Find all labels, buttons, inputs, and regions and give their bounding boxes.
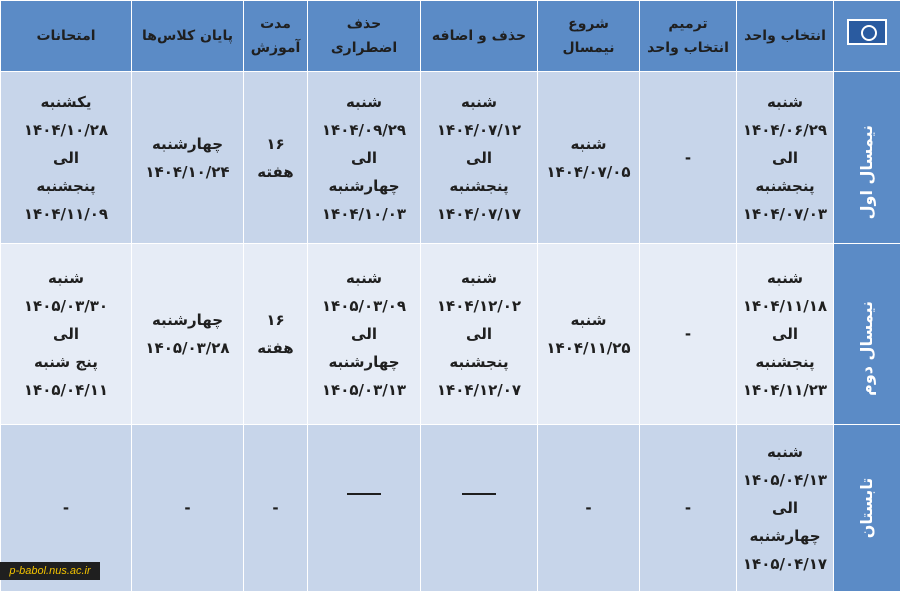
row-label-summer: تابستان bbox=[834, 425, 900, 592]
cell-exams: شنبه ۱۴۰۵/۰۳/۳۰ الی پنج شنبه ۱۴۰۵/۰۴/۱۱ bbox=[1, 244, 132, 425]
long-dash bbox=[462, 493, 496, 523]
cell-add-drop: شنبه ۱۴۰۴/۰۷/۱۲ الی پنجشنبه ۱۴۰۴/۰۷/۱۷ bbox=[421, 72, 538, 244]
row-second-semester bbox=[1, 244, 900, 425]
header-add-drop: حذف و اضافه bbox=[421, 1, 538, 72]
cell-semester-start: - bbox=[538, 425, 640, 592]
cell-emergency-drop bbox=[308, 425, 421, 592]
logo-cell bbox=[834, 1, 900, 72]
row-summer bbox=[1, 425, 900, 592]
long-dash bbox=[347, 493, 381, 523]
cell-classes-end: چهارشنبه ۱۴۰۵/۰۳/۲۸ bbox=[132, 244, 244, 425]
row-label-first-semester: نیمسال اول bbox=[834, 72, 900, 244]
cell-exams: یکشنبه ۱۴۰۴/۱۰/۲۸ الی پنجشنبه ۱۴۰۴/۱۱/۰۹ bbox=[1, 72, 132, 244]
cell-exams: - bbox=[1, 425, 132, 592]
header-semester-start: شروع نیمسال bbox=[538, 1, 640, 72]
cell-unit-adjustment: - bbox=[640, 72, 737, 244]
cell-classes-end: چهارشنبه ۱۴۰۴/۱۰/۲۴ bbox=[132, 72, 244, 244]
cell-emergency-drop: شنبه ۱۴۰۴/۰۹/۲۹ الی چهارشنبه ۱۴۰۴/۱۰/۰۳ bbox=[308, 72, 421, 244]
cell-semester-start: شنبه ۱۴۰۴/۱۱/۲۵ bbox=[538, 244, 640, 425]
header-unit-selection: انتخاب واحد bbox=[737, 1, 834, 72]
header-exams: امتحانات bbox=[1, 1, 132, 72]
header-row bbox=[1, 1, 900, 72]
cell-emergency-drop: شنبه ۱۴۰۵/۰۳/۰۹ الی چهارشنبه ۱۴۰۵/۰۳/۱۳ bbox=[308, 244, 421, 425]
cell-duration: - bbox=[244, 425, 308, 592]
cell-add-drop: شنبه ۱۴۰۴/۱۲/۰۲ الی پنجشنبه ۱۴۰۴/۱۲/۰۷ bbox=[421, 244, 538, 425]
cell-add-drop bbox=[421, 425, 538, 592]
cell-duration: ۱۶ هفته bbox=[244, 244, 308, 425]
row-label-second-semester: نیمسال دوم bbox=[834, 244, 900, 425]
cell-unit-selection: شنبه ۱۴۰۵/۰۴/۱۳ الی چهارشنبه ۱۴۰۵/۰۴/۱۷ bbox=[737, 425, 834, 592]
cell-semester-start: شنبه ۱۴۰۴/۰۷/۰۵ bbox=[538, 72, 640, 244]
cell-classes-end: - bbox=[132, 425, 244, 592]
university-logo-icon bbox=[847, 19, 887, 45]
header-emergency-drop: حذف اضطراری bbox=[308, 1, 421, 72]
site-watermark: p-babol.nus.ac.ir bbox=[0, 562, 100, 580]
row-first-semester bbox=[1, 72, 900, 244]
cell-unit-adjustment: - bbox=[640, 244, 737, 425]
header-unit-adjustment: ترمیم انتخاب واحد bbox=[640, 1, 737, 72]
cell-unit-adjustment: - bbox=[640, 425, 737, 592]
cell-unit-selection: شنبه ۱۴۰۴/۱۱/۱۸ الی پنجشنبه ۱۴۰۴/۱۱/۲۳ bbox=[737, 244, 834, 425]
cell-duration: ۱۶ هفته bbox=[244, 72, 308, 244]
header-duration: مدت آموزش bbox=[244, 1, 308, 72]
header-classes-end: پایان کلاس‌ها bbox=[132, 1, 244, 72]
cell-unit-selection: شنبه ۱۴۰۴/۰۶/۲۹ الی پنجشنبه ۱۴۰۴/۰۷/۰۳ bbox=[737, 72, 834, 244]
